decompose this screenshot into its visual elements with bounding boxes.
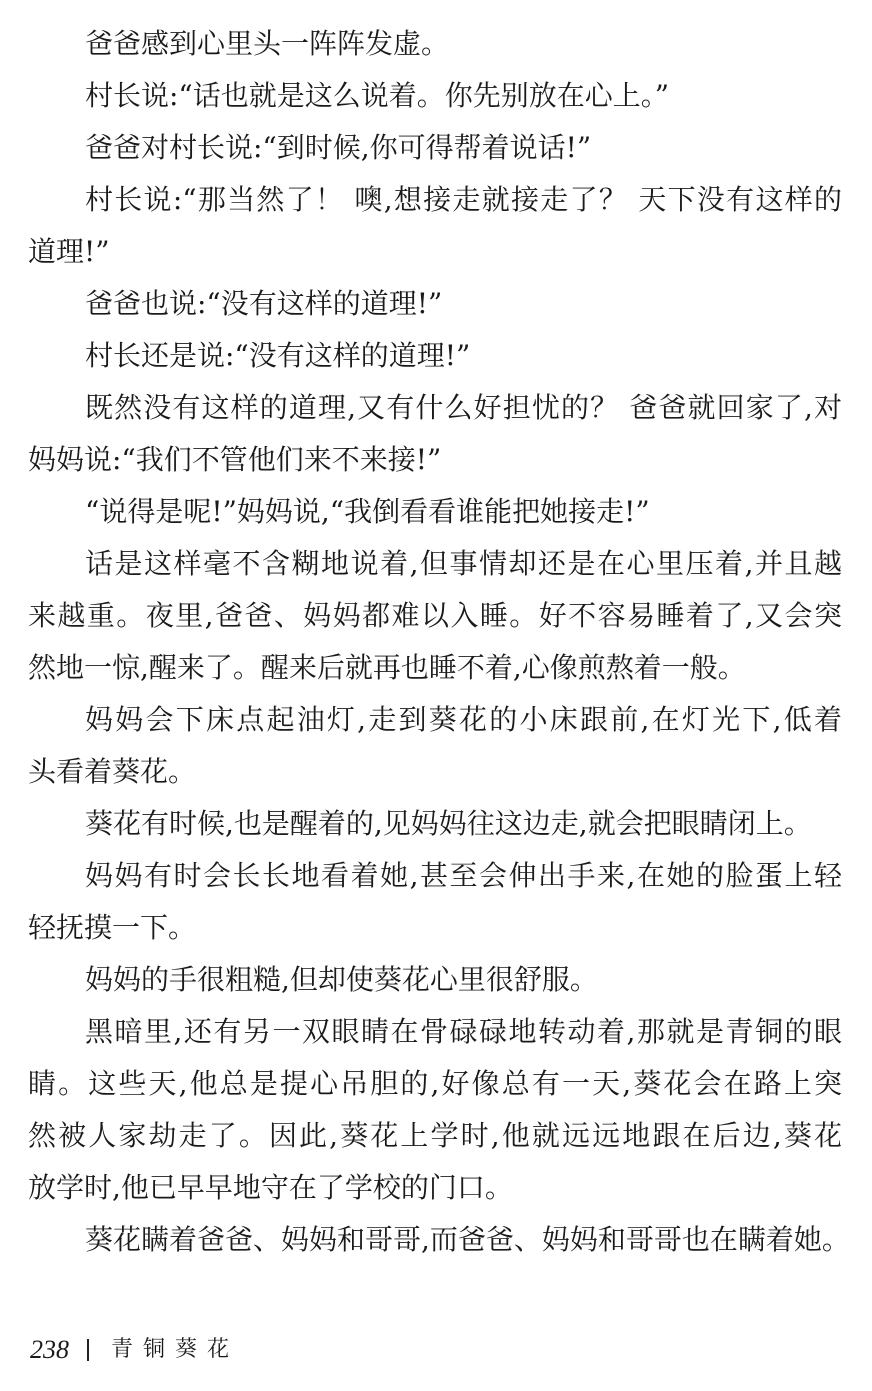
text-line: 妈妈的手很粗糙,但却使葵花心里很舒服。 (85, 963, 598, 996)
text-line: 来越重。夜里,爸爸、妈妈都难以入睡。好不容易睡着了,又会突 (28, 599, 842, 632)
text-line: 头看着葵花。 (28, 755, 197, 788)
text-line: 葵花瞒着爸爸、妈妈和哥哥,而爸爸、妈妈和哥哥也在瞒着她。 (85, 1223, 850, 1256)
text-line: 睛。这些天,他总是提心吊胆的,好像总有一天,葵花会在路上突 (28, 1067, 842, 1100)
text-line: 道理!” (28, 235, 110, 268)
text-line: “说得是呢!”妈妈说,“我倒看看谁能把她接走!” (85, 495, 650, 528)
text-line: 村长还是说:“没有这样的道理!” (85, 339, 471, 372)
text-line: 然地一惊,醒来了。醒来后就再也睡不着,心像煎熬着一般。 (28, 651, 746, 684)
text-line: 话是这样毫不含糊地说着,但事情却还是在心里压着,并且越 (85, 547, 842, 580)
text-line: 爸爸感到心里头一阵阵发虚。 (85, 27, 450, 60)
text-line: 放学时,他已早早地守在了学校的门口。 (28, 1171, 513, 1204)
text-line: 村长说:“话也就是这么说着。你先别放在心上。” (85, 79, 670, 112)
text-line: 妈妈有时会长长地看着她,甚至会伸出手来,在她的脸蛋上轻 (85, 859, 842, 892)
text-line: 妈妈说:“我们不管他们来不来接!” (28, 443, 442, 476)
text-line: 爸爸对村长说:“到时候,你可得帮着说话!” (85, 131, 592, 164)
text-line: 妈妈会下床点起油灯,走到葵花的小床跟前,在灯光下,低着 (85, 703, 842, 736)
text-line: 爸爸也说:“没有这样的道理!” (85, 287, 443, 320)
text-line: 葵花有时候,也是醒着的,见妈妈往这边走,就会把眼睛闭上。 (85, 807, 812, 840)
text-line: 既然没有这样的道理,又有什么好担忧的？ 爸爸就回家了,对 (85, 391, 842, 424)
text-line: 黑暗里,还有另一双眼睛在骨碌碌地转动着,那就是青铜的眼 (85, 1015, 842, 1048)
text-line: 村长说:“那当然了！ 噢,想接走就接走了？ 天下没有这样的 (85, 183, 842, 216)
footer-divider (87, 1339, 89, 1361)
text-line: 然被人家劫走了。因此,葵花上学时,他就远远地跟在后边,葵花 (28, 1119, 842, 1152)
text-line: 轻抚摸一下。 (28, 911, 197, 944)
page-number: 238 (30, 1335, 69, 1364)
page-footer (30, 1332, 239, 1368)
book-title: 青铜葵花 (111, 1337, 240, 1362)
